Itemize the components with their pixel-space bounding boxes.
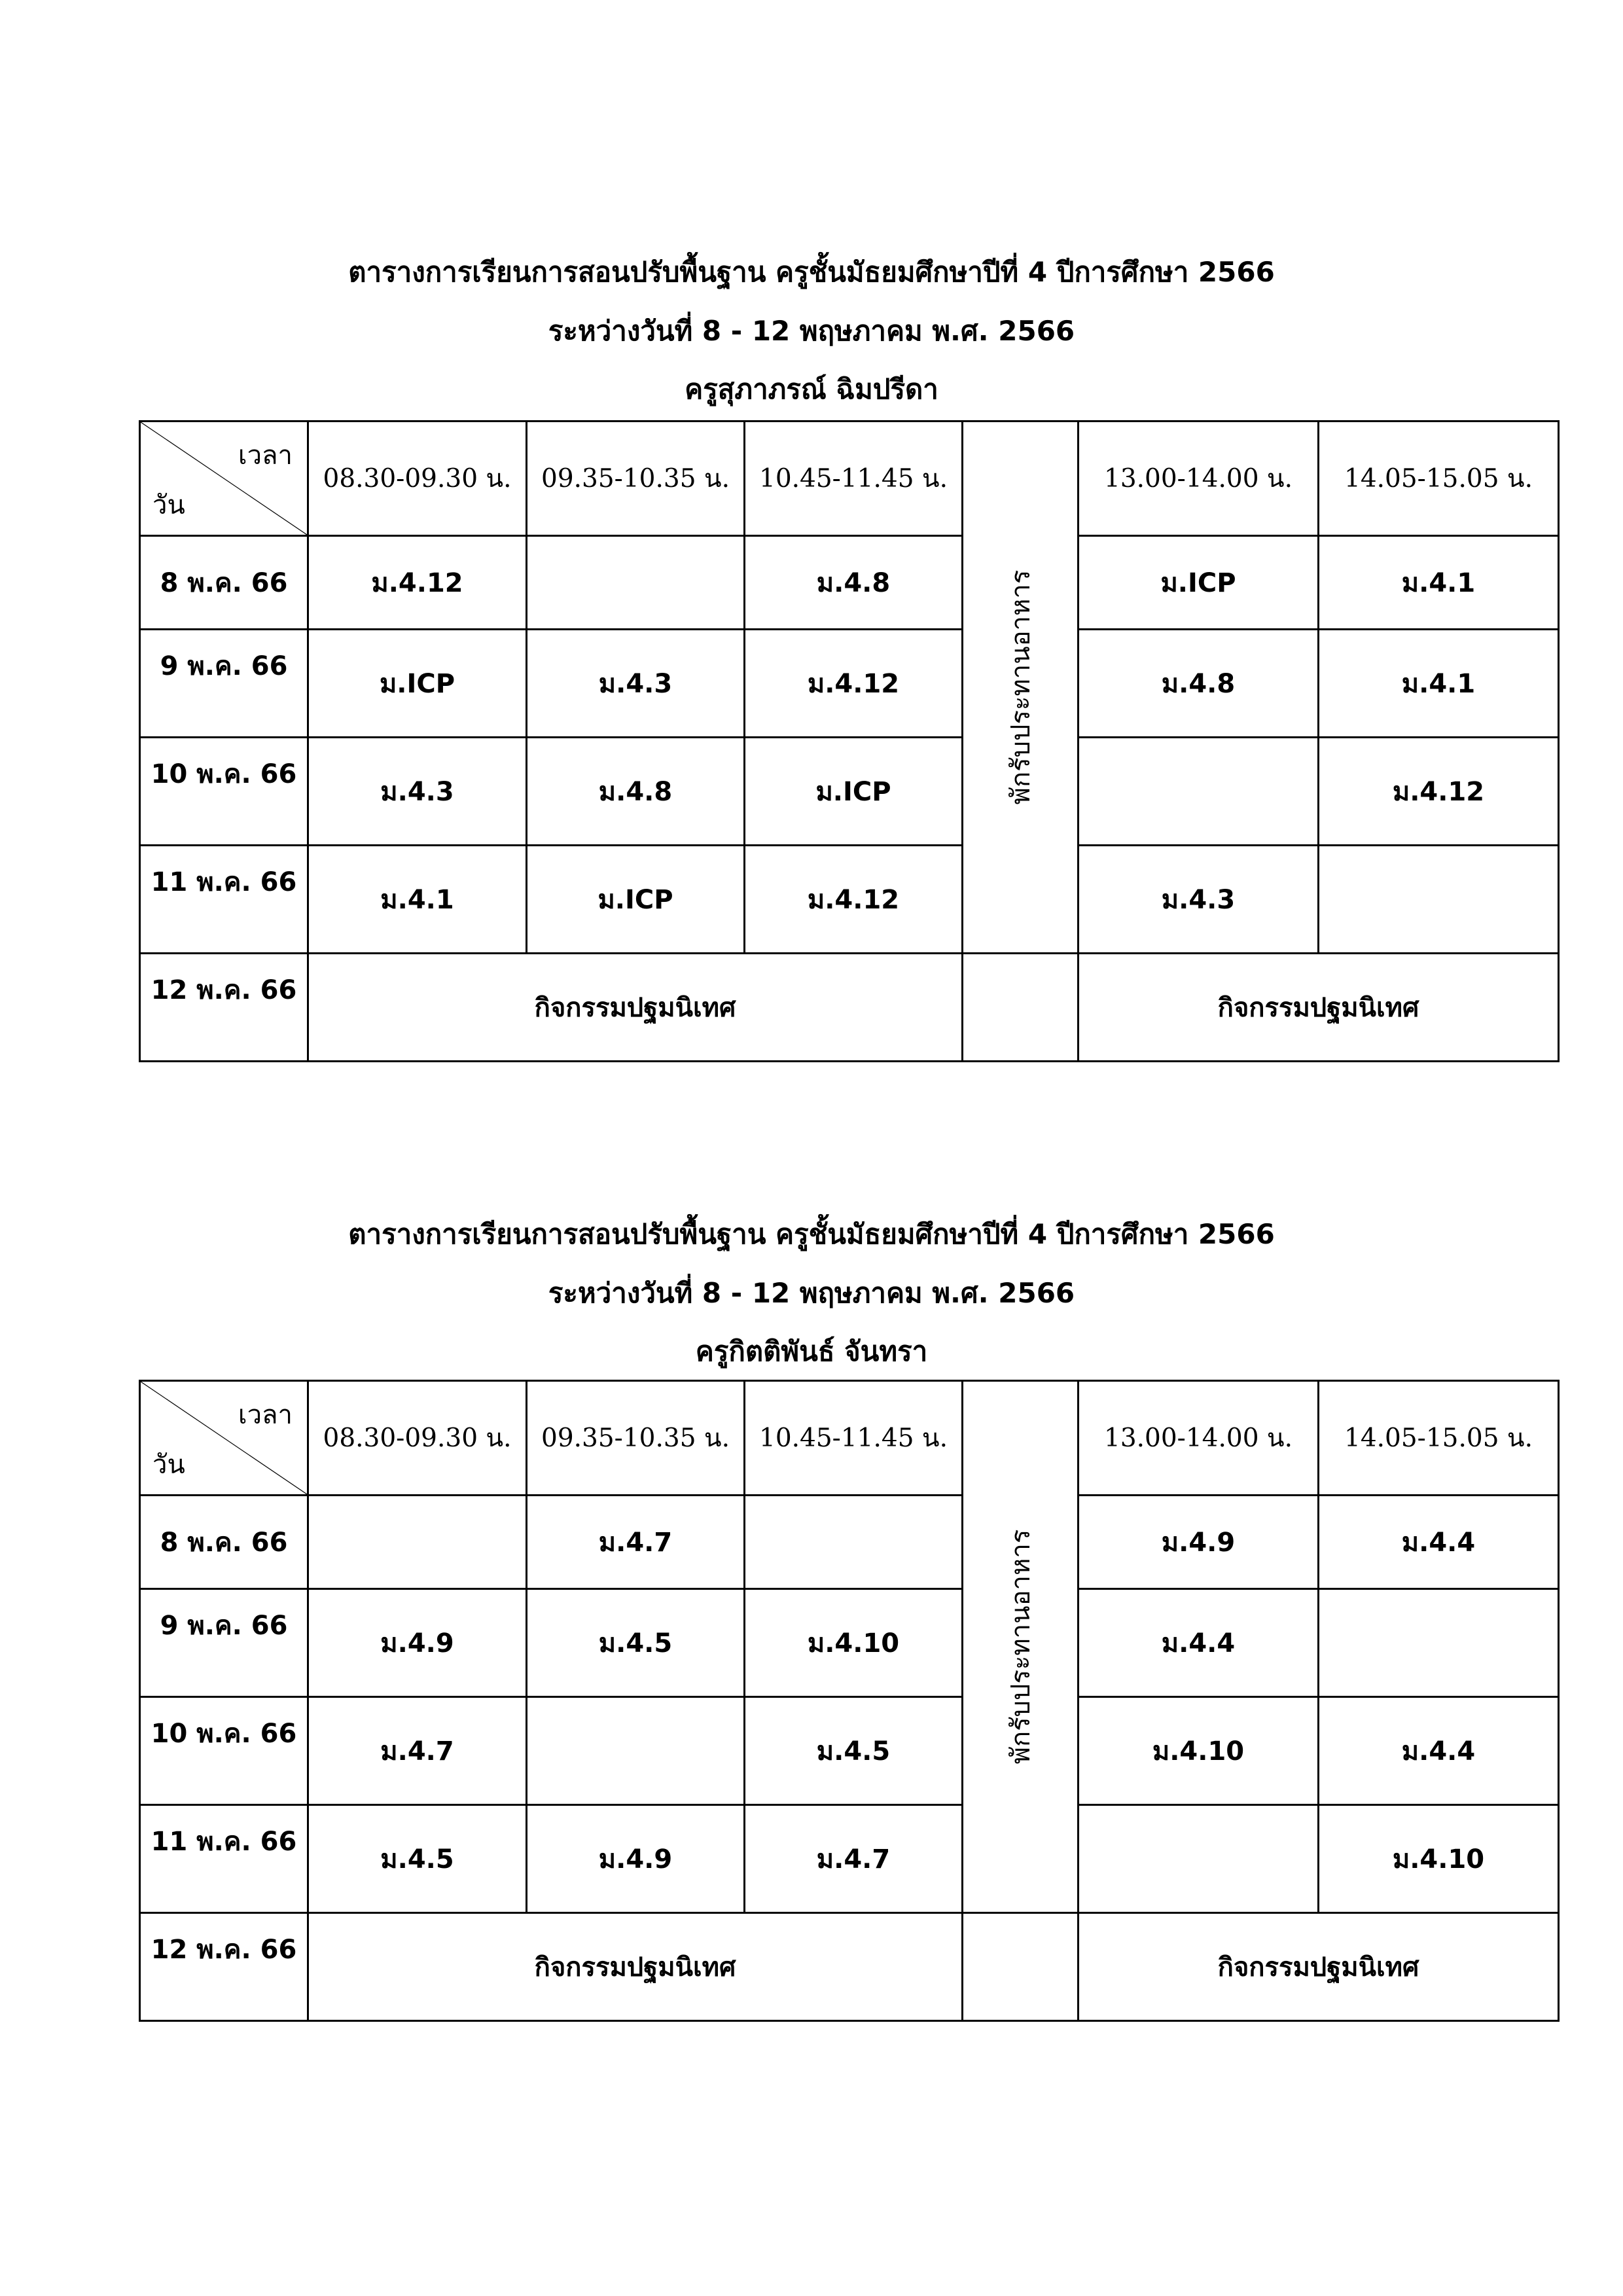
class-cell: ม.4.7 bbox=[745, 1805, 963, 1913]
teacher-name: ครูกิตติพันธ์ จันทรา bbox=[695, 1335, 928, 1367]
class-cell: ม.4.4 bbox=[1319, 1496, 1559, 1589]
table-row bbox=[140, 954, 1559, 1062]
class-cell bbox=[1319, 846, 1559, 954]
table-row bbox=[140, 536, 1559, 630]
table-row bbox=[140, 738, 1559, 846]
class-cell: ม.4.1 bbox=[308, 846, 527, 954]
day-cell: 10 พ.ค. 66 bbox=[140, 738, 308, 846]
orientation-activity-cell: กิจกรรมปฐมนิเทศ bbox=[1079, 1913, 1559, 2021]
class-cell bbox=[745, 1496, 963, 1589]
class-cell: ม.ICP bbox=[308, 630, 527, 738]
day-cell: 12 พ.ค. 66 bbox=[140, 1913, 308, 2021]
slot-header: 14.05-15.05 น. bbox=[1319, 1381, 1559, 1496]
schedule-date-range: ระหว่างวันที่ 8 - 12 พฤษภาคม พ.ศ. 2566 bbox=[548, 1277, 1075, 1309]
class-cell: ม.4.12 bbox=[745, 846, 963, 954]
schedule-title: ตารางการเรียนการสอนปรับพื้นฐาน ครูชั้นมัธยมศึกษาปีที่ 4 ปีการศึกษา 2566 bbox=[348, 256, 1275, 288]
corner-header-cell bbox=[140, 422, 308, 536]
class-cell: ม.4.9 bbox=[1079, 1496, 1319, 1589]
day-label: วัน bbox=[152, 490, 185, 520]
table-row bbox=[140, 846, 1559, 954]
class-cell: ม.4.10 bbox=[745, 1589, 963, 1697]
class-cell: ม.4.10 bbox=[1319, 1805, 1559, 1913]
class-cell: ม.4.7 bbox=[527, 1496, 745, 1589]
slot-header: 09.35-10.35 น. bbox=[527, 1381, 745, 1496]
class-cell: ม.4.5 bbox=[527, 1589, 745, 1697]
table-row bbox=[140, 630, 1559, 738]
class-cell bbox=[527, 1697, 745, 1805]
table-row bbox=[140, 1697, 1559, 1805]
class-cell: ม.4.8 bbox=[1079, 630, 1319, 738]
day-cell: 9 พ.ค. 66 bbox=[140, 1589, 308, 1697]
class-cell bbox=[308, 1496, 527, 1589]
class-cell: ม.4.9 bbox=[308, 1589, 527, 1697]
orientation-activity-cell: กิจกรรมปฐมนิเทศ bbox=[1079, 954, 1559, 1062]
day-cell: 11 พ.ค. 66 bbox=[140, 1805, 308, 1913]
slot-header: 10.45-11.45 น. bbox=[745, 1381, 963, 1496]
class-cell bbox=[527, 536, 745, 630]
class-cell: ม.4.8 bbox=[527, 738, 745, 846]
corner-header-cell bbox=[140, 1381, 308, 1496]
day-label: วัน bbox=[152, 1450, 185, 1480]
class-cell: ม.4.3 bbox=[527, 630, 745, 738]
slot-header: 13.00-14.00 น. bbox=[1079, 422, 1319, 536]
orientation-activity-cell: กิจกรรมปฐมนิเทศ bbox=[308, 1913, 963, 2021]
class-cell: ม.4.4 bbox=[1319, 1697, 1559, 1805]
day-cell: 10 พ.ค. 66 bbox=[140, 1697, 308, 1805]
class-cell: ม.ICP bbox=[745, 738, 963, 846]
slot-header: 14.05-15.05 น. bbox=[1319, 422, 1559, 536]
lunch-break-label: พักรับประทานอาหาร bbox=[1006, 569, 1036, 805]
class-cell: ม.4.12 bbox=[308, 536, 527, 630]
lunch-break-label: พักรับประทานอาหาร bbox=[1006, 1529, 1036, 1765]
class-cell: ม.ICP bbox=[527, 846, 745, 954]
class-cell: ม.4.5 bbox=[308, 1805, 527, 1913]
class-cell: ม.4.1 bbox=[1319, 536, 1559, 630]
schedule-table bbox=[139, 420, 1560, 1062]
slot-header: 09.35-10.35 น. bbox=[527, 422, 745, 536]
time-label: เวลา bbox=[238, 440, 293, 471]
day-cell: 11 พ.ค. 66 bbox=[140, 846, 308, 954]
class-cell: ม.4.8 bbox=[745, 536, 963, 630]
lunch-break-cell bbox=[963, 1381, 1079, 1913]
day-cell: 12 พ.ค. 66 bbox=[140, 954, 308, 1062]
lunch-empty-cell bbox=[963, 1913, 1079, 2021]
class-cell: ม.4.1 bbox=[1319, 630, 1559, 738]
class-cell: ม.4.3 bbox=[1079, 846, 1319, 954]
class-cell: ม.4.5 bbox=[745, 1697, 963, 1805]
schedule-table bbox=[139, 1380, 1560, 2022]
slot-header: 13.00-14.00 น. bbox=[1079, 1381, 1319, 1496]
table-row bbox=[140, 1805, 1559, 1913]
class-cell: ม.4.9 bbox=[527, 1805, 745, 1913]
schedule-date-range: ระหว่างวันที่ 8 - 12 พฤษภาคม พ.ศ. 2566 bbox=[548, 315, 1075, 347]
class-cell: ม.4.12 bbox=[745, 630, 963, 738]
table-row bbox=[140, 1589, 1559, 1697]
class-cell: ม.4.7 bbox=[308, 1697, 527, 1805]
table-row bbox=[140, 1913, 1559, 2021]
header-row bbox=[140, 422, 1559, 536]
class-cell: ม.4.12 bbox=[1319, 738, 1559, 846]
table-row bbox=[140, 1496, 1559, 1589]
slot-header: 08.30-09.30 น. bbox=[308, 1381, 527, 1496]
lunch-break-cell bbox=[963, 422, 1079, 954]
day-cell: 8 พ.ค. 66 bbox=[140, 536, 308, 630]
class-cell bbox=[1079, 1805, 1319, 1913]
class-cell: ม.ICP bbox=[1079, 536, 1319, 630]
teacher-name: ครูสุภาภรณ์ ฉิมปรีดา bbox=[685, 373, 938, 405]
lunch-empty-cell bbox=[963, 954, 1079, 1062]
class-cell bbox=[1319, 1589, 1559, 1697]
slot-header: 10.45-11.45 น. bbox=[745, 422, 963, 536]
class-cell: ม.4.4 bbox=[1079, 1589, 1319, 1697]
orientation-activity-cell: กิจกรรมปฐมนิเทศ bbox=[308, 954, 963, 1062]
day-cell: 9 พ.ค. 66 bbox=[140, 630, 308, 738]
time-label: เวลา bbox=[238, 1400, 293, 1430]
slot-header: 08.30-09.30 น. bbox=[308, 422, 527, 536]
class-cell bbox=[1079, 738, 1319, 846]
header-row bbox=[140, 1381, 1559, 1496]
day-cell: 8 พ.ค. 66 bbox=[140, 1496, 308, 1589]
class-cell: ม.4.10 bbox=[1079, 1697, 1319, 1805]
schedule-title: ตารางการเรียนการสอนปรับพื้นฐาน ครูชั้นมัธยมศึกษาปีที่ 4 ปีการศึกษา 2566 bbox=[348, 1218, 1275, 1250]
class-cell: ม.4.3 bbox=[308, 738, 527, 846]
